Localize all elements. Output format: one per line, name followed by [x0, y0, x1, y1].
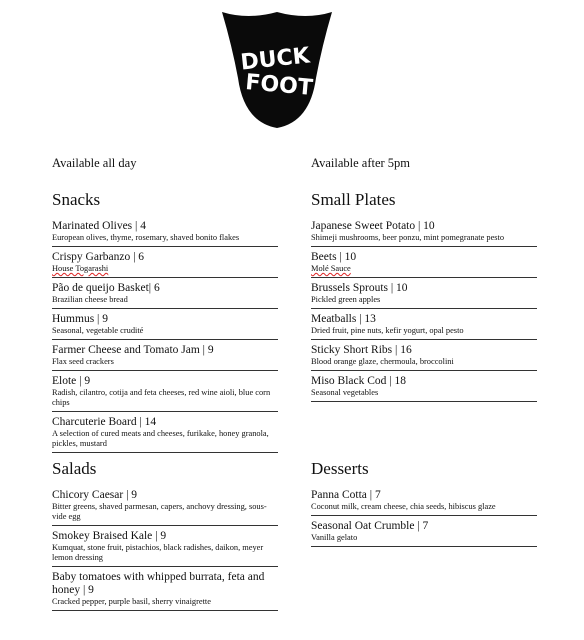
item-desc: Brazilian cheese bread — [52, 295, 128, 304]
item-desc: Flax seed crackers — [52, 357, 114, 366]
menu-item — [311, 342, 537, 371]
menu-item — [311, 518, 537, 547]
item-name: Charcuterie Board | 14 — [52, 416, 157, 428]
menu-item — [52, 569, 278, 611]
salads-section — [52, 459, 278, 613]
item-desc: Shimeji mushrooms, beer ponzu, mint pomegranate pesto — [311, 233, 505, 242]
item-desc: Pickled green apples — [311, 295, 381, 304]
menu-item — [52, 414, 278, 453]
item-desc: Coconut milk, cream cheese, chia seeds, hibiscus glaze — [311, 502, 496, 511]
menu-item — [52, 487, 278, 526]
item-desc: European olives, thyme, rosemary, shaved bonito flakes — [52, 233, 240, 242]
item-name: Chicory Caesar | 9 — [52, 489, 138, 501]
item-name: Crispy Garbanzo | 6 — [52, 251, 145, 263]
item-name: Marinated Olives | 4 — [52, 220, 146, 232]
item-desc: Kumquat, stone fruit, pistachios, black radishes, daikon, meyer lemon dressing — [52, 543, 264, 562]
duckfoot-logo — [218, 8, 336, 132]
item-name: Baby tomatoes with whipped burrata, feta and honey | 9 — [52, 571, 265, 596]
item-name: Smokey Braised Kale | 9 — [52, 530, 167, 542]
item-name: Hummus | 9 — [52, 313, 108, 325]
item-name: Seasonal Oat Crumble | 7 — [311, 520, 429, 532]
item-name: Miso Black Cod | 18 — [311, 375, 406, 387]
logo-line1: DUCK — [239, 43, 311, 76]
section-title-salads: Salads — [52, 459, 97, 478]
item-name: Beets | 10 — [311, 251, 357, 263]
section-title-desserts: Desserts — [311, 459, 369, 478]
item-name: Japanese Sweet Potato | 10 — [311, 220, 435, 232]
small-plates-section — [311, 190, 537, 404]
item-desc: Seasonal vegetables — [311, 388, 379, 397]
item-name: Elote | 9 — [52, 375, 91, 387]
menu-item — [311, 311, 537, 340]
section-title-snacks: Snacks — [52, 190, 101, 209]
item-desc: Cracked pepper, purple basil, sherry vinaigrette — [52, 597, 211, 606]
menu-item — [52, 342, 278, 371]
menu-item — [311, 249, 537, 278]
item-desc: A selection of cured meats and cheeses, furikake, honey granola, pickles, mustard — [52, 429, 269, 448]
menu-item — [311, 280, 537, 309]
item-name: Pão de queijo Basket| 6 — [52, 282, 160, 294]
availability-left: Available all day — [52, 156, 137, 170]
section-title-small-plates: Small Plates — [311, 190, 396, 209]
availability-right: Available after 5pm — [311, 156, 411, 170]
item-name: Meatballs | 13 — [311, 313, 376, 325]
menu-item — [52, 218, 278, 247]
menu-item — [52, 280, 278, 309]
menu-item — [311, 487, 537, 516]
item-desc: House Togarashi — [52, 264, 109, 273]
logo-line2: FOOT — [244, 70, 314, 101]
menu-item — [52, 528, 278, 567]
item-name: Sticky Short Ribs | 16 — [311, 344, 412, 356]
item-desc: Dried fruit, pine nuts, kefir yogurt, opal pesto — [311, 326, 464, 335]
item-name: Farmer Cheese and Tomato Jam | 9 — [52, 344, 214, 356]
desserts-section — [311, 459, 537, 549]
item-name: Brussels Sprouts | 10 — [311, 282, 408, 294]
item-desc: Radish, cilantro, cotija and feta cheeses, red wine aioli, blue corn chips — [52, 388, 271, 407]
snacks-section — [52, 190, 278, 455]
menu-item — [311, 218, 537, 247]
menu-item — [52, 373, 278, 412]
item-desc: Vanilla gelato — [311, 533, 358, 542]
menu-item — [52, 249, 278, 278]
item-desc: Bitter greens, shaved parmesan, capers, anchovy dressing, sous-vide egg — [52, 502, 267, 521]
item-desc: Blood orange glaze, chermoula, broccolini — [311, 357, 454, 366]
menu-item — [52, 311, 278, 340]
item-desc: Molé Sauce — [311, 264, 351, 273]
menu-item — [311, 373, 537, 402]
item-name: Panna Cotta | 7 — [311, 489, 381, 501]
item-desc: Seasonal, vegetable crudité — [52, 326, 144, 335]
